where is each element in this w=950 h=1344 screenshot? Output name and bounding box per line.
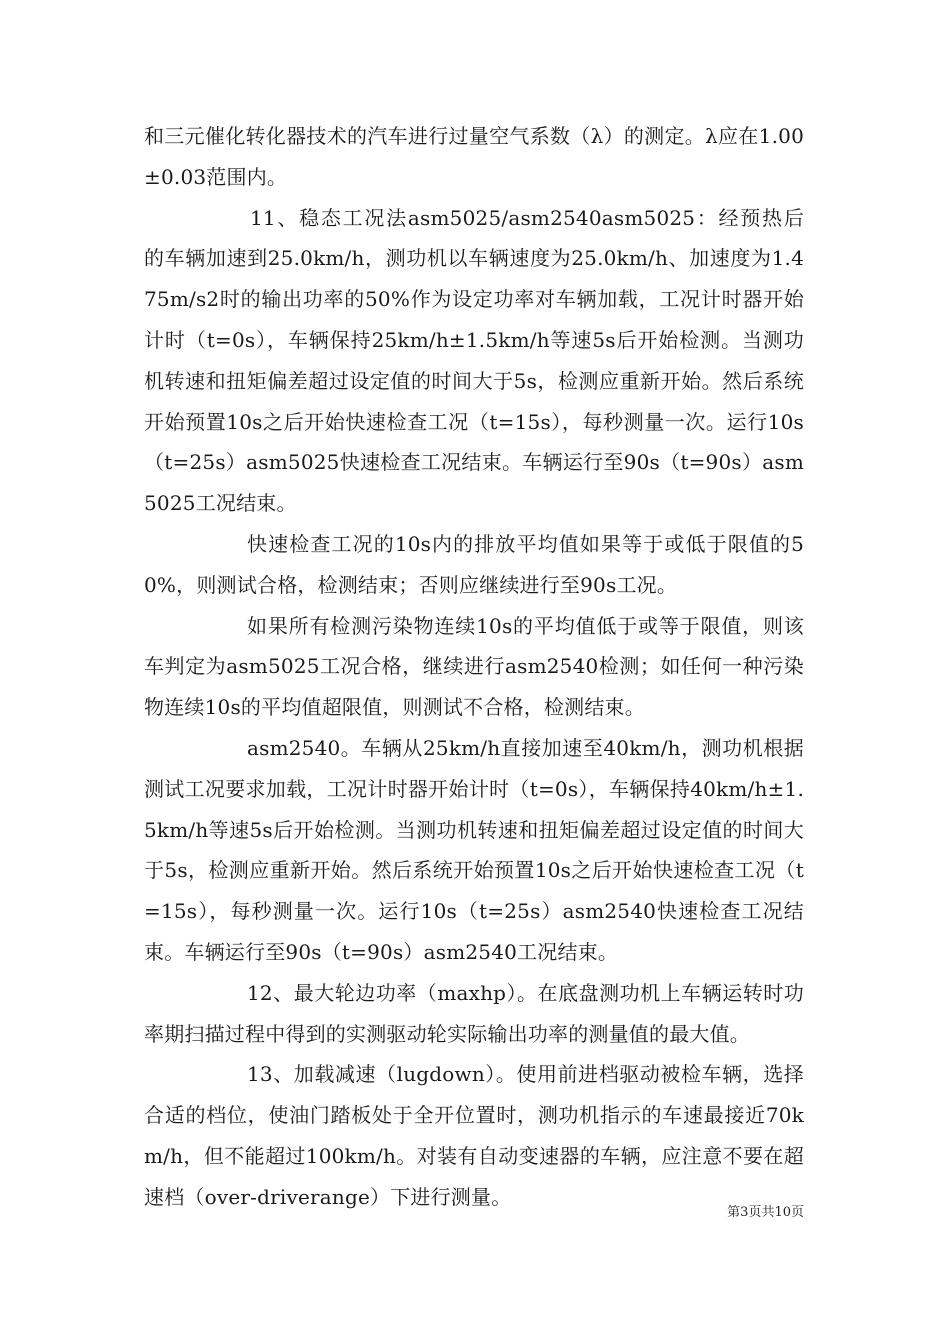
paragraph-pollutant-average: 如果所有检测污染物连续10s的平均值低于或等于限值，则该车判定为asm5025工况合格，继续进行asm2540检测；如任何一种污染物连续10s的平均值超限值，则测试不合格，检测结束。	[144, 613, 804, 720]
paragraph-asm-steady-state: 11、稳态工况法asm5025/asm2540asm5025：经预热后的车辆加速到25.0km/h，测功机以车辆速度为25.0km/h、加速度为1.475m/s2时的输出功率的50%作为设定功率对车辆加载，工况计时器开始计时（t=0s），车辆保持25km/h±1.5km/h等速5s后开始检测。当测功机转速和扭矩偏差超过设定值的时间大于5s，检测应重新开始。然后系统开始预置10s之后开始快速检查工况（t=15s），每秒测量一次。运行10s（t=25s）asm5025快速检查工况结束。车辆运行至90s（t=90s）asm5025工况结束。	[144, 205, 804, 516]
page-number: 第3页共10页	[727, 1205, 804, 1220]
paragraph-maxhp: 12、最大轮边功率（maxhp）。在底盘测功机上车辆运转时功率期扫描过程中得到的实测驱动轮实际输出功率的测量值的最大值。	[144, 980, 804, 1046]
paragraph-lambda-range: 和三元催化转化器技术的汽车进行过量空气系数（λ）的测定。λ应在1.00±0.03范围内。	[144, 124, 804, 189]
document-body	[144, 116, 804, 1218]
paragraph-asm2540: asm2540。车辆从25km/h直接加速至40km/h，测功机根据测试工况要求加载，工况计时器开始计时（t=0s），车辆保持40km/h±1.5km/h等速5s后开始检测。当测功机转速和扭矩偏差超过设定值的时间大于5s，检测应重新开始。然后系统开始预置10s之后开始快速检查工况（t=15s），每秒测量一次。运行10s（t=25s）asm2540快速检查工况结束。车辆运行至90s（t=90s）asm2540工况结束。	[144, 735, 804, 964]
paragraph-lugdown: 13、加载减速（lugdown）。使用前进档驱动被检车辆，选择合适的档位，使油门踏板处于全开位置时，测功机指示的车速最接近70km/h，但不能超过100km/h。对装有自动变速器的车辆，应注意不要在超速档（over-driverange）下进行测量。	[144, 1062, 804, 1209]
paragraph-quick-check: 快速检查工况的10s内的排放平均值如果等于或低于限值的50%，则测试合格，检测结束；否则应继续进行至90s工况。	[144, 531, 804, 597]
